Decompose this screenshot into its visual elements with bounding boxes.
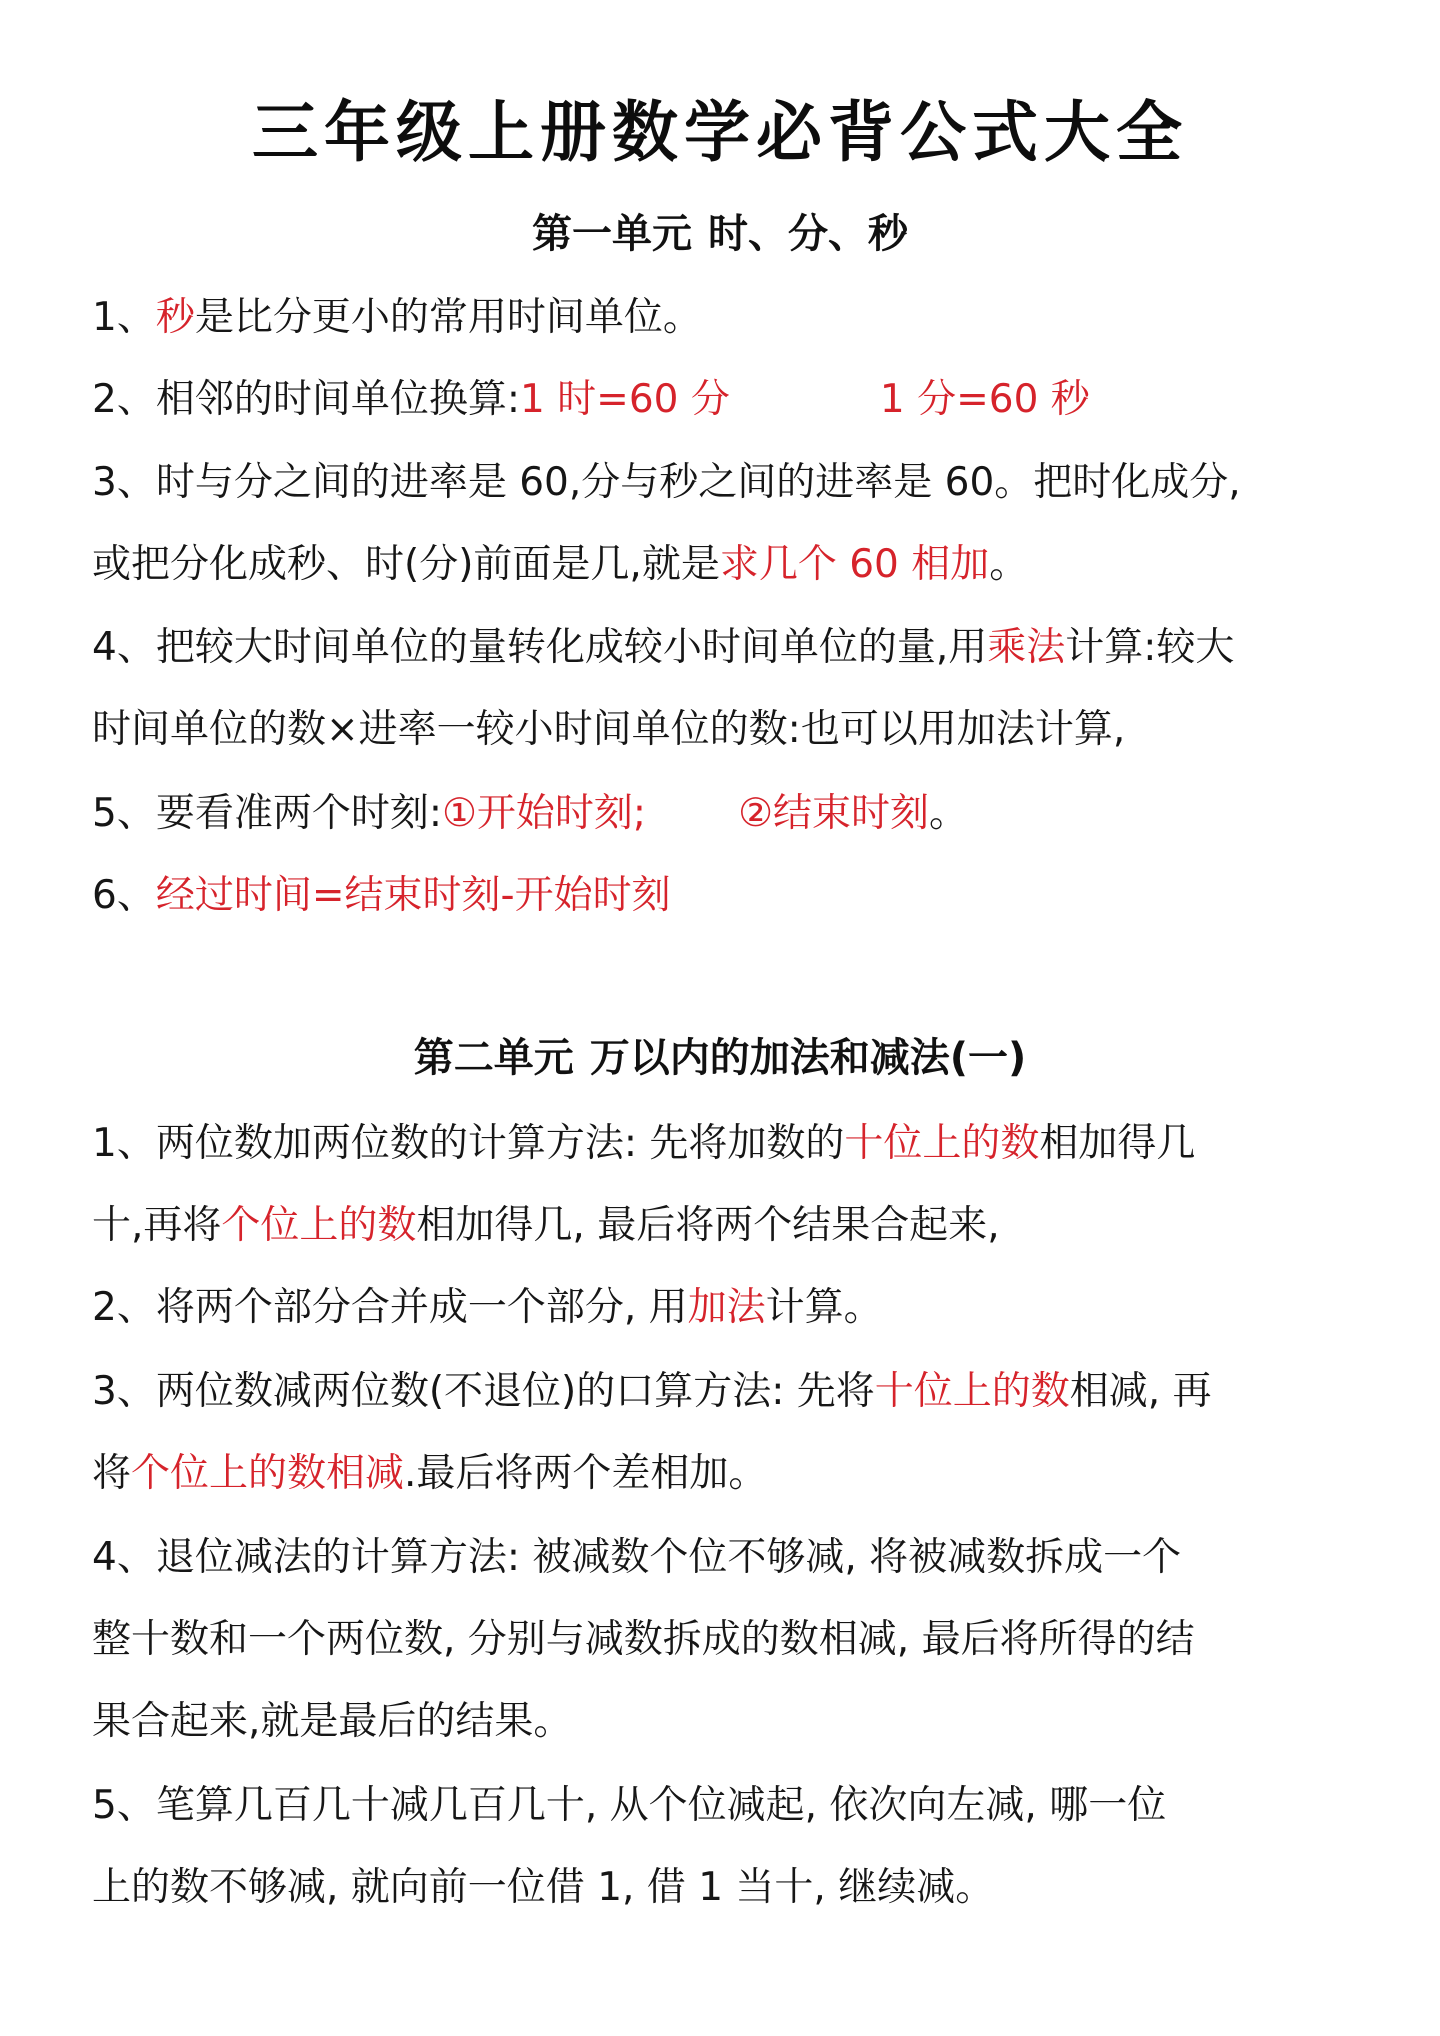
item-text: 。: [929, 791, 969, 836]
item-text: 十,再将: [92, 1203, 222, 1248]
item-text: 计算:较大: [1065, 625, 1235, 670]
highlight-text: 个位上的数: [221, 1203, 417, 1248]
unit2-item4-line3: 果合起来,就是最后的结果。: [92, 1699, 573, 1744]
item-text: 。: [989, 542, 1029, 587]
unit2-item4-line1: 4、退位减法的计算方法: 被减数个位不够减, 将被减数拆成一个: [92, 1535, 1182, 1580]
unit2-heading: [0, 1030, 1440, 1086]
unit1-item2: [92, 372, 1362, 428]
unit1-heading-topic: 时、分、秒: [708, 211, 908, 257]
highlight-text: ②结束时刻: [738, 791, 930, 836]
highlight-text: 1 分=60 秒: [879, 377, 1090, 422]
item-text: 3、两位数减两位数(不退位)的口算方法: 先将: [92, 1369, 875, 1414]
item-text: 将: [92, 1451, 132, 1496]
highlight-text: 十位上的数: [874, 1369, 1070, 1414]
unit1-item4-line2: 时间单位的数×进率一较小时间单位的数:也可以用加法计算,: [92, 707, 1126, 752]
unit2-item1-line2: [92, 1198, 1362, 1254]
unit1-heading-number: 第一单元: [532, 211, 692, 257]
item-text: 1、两位数加两位数的计算方法: 先将加数的: [92, 1121, 845, 1166]
item-text: 5、要看准两个时刻:: [92, 791, 442, 836]
item-text: 4、把较大时间单位的量转化成较小时间单位的量,用: [92, 625, 988, 670]
item-text: 相加得几: [1039, 1121, 1196, 1166]
unit2-item4-line2: 整十数和一个两位数, 分别与减数拆成的数相减, 最后将所得的结: [92, 1617, 1195, 1662]
item-text: 计算。: [765, 1285, 883, 1330]
item-number: 1、: [92, 295, 156, 340]
unit2-item3-line1: [92, 1364, 1362, 1420]
unit1-item4-line1: [92, 620, 1362, 676]
page-title: 三年级上册数学必背公式大全: [252, 94, 1188, 171]
item-text: 2、相邻的时间单位换算:: [92, 377, 520, 422]
unit2-heading-topic: 万以内的加法和减法(一): [589, 1035, 1027, 1081]
item-text: .最后将两个差相加。: [404, 1451, 768, 1496]
unit2-item3-line2: [92, 1446, 1362, 1502]
item-text: 2、将两个部分合并成一个部分, 用: [92, 1285, 688, 1330]
unit1-item1: [92, 290, 1362, 346]
unit2-item5-line2: 上的数不够减, 就向前一位借 1, 借 1 当十, 继续减。: [92, 1865, 995, 1910]
item-text: 相减, 再: [1069, 1369, 1212, 1414]
unit1-item6: [92, 868, 1362, 924]
highlight-text: 1 时=60 分: [519, 377, 730, 422]
unit1-item3-line1: 3、时与分之间的进率是 60,分与秒之间的进率是 60。把时化成分,: [92, 460, 1241, 505]
item-text: 或把分化成秒、时(分)前面是几,就是: [92, 542, 720, 587]
unit2-item1-line1: [92, 1116, 1362, 1172]
highlight-text: ①开始时刻;: [441, 791, 647, 836]
unit2-item2: [92, 1280, 1362, 1336]
item-number: 6、: [92, 873, 156, 918]
unit1-item5: [92, 786, 1362, 842]
item-text: 相加得几, 最后将两个结果合起来,: [416, 1203, 1000, 1248]
unit1-heading: [0, 206, 1440, 262]
highlight-text: 个位上的数相减: [131, 1451, 405, 1496]
highlight-text: 求几个 60 相加: [719, 542, 990, 587]
highlight-text: 秒: [155, 295, 195, 340]
highlight-text: 经过时间=结束时刻-开始时刻: [155, 873, 671, 918]
highlight-text: 十位上的数: [844, 1121, 1040, 1166]
highlight-text: 加法: [687, 1285, 766, 1330]
item-text: 是比分更小的常用时间单位。: [194, 295, 702, 340]
unit2-heading-number: 第二单元: [413, 1035, 574, 1081]
unit1-item3-line2: [92, 537, 1362, 593]
highlight-text: 乘法: [987, 625, 1066, 670]
unit2-item5-line1: 5、笔算几百几十减几百几十, 从个位减起, 依次向左减, 哪一位: [92, 1783, 1167, 1828]
